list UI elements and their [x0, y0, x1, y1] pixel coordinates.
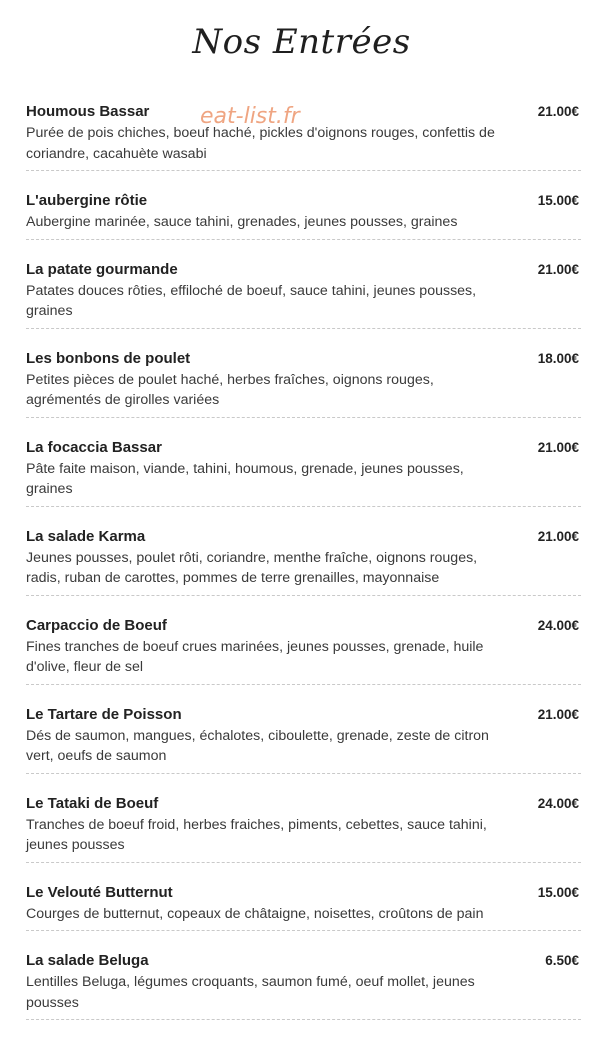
item-description: Purée de pois chiches, boeuf haché, pickles d'oignons rouges, confettis de coriandre, cacahuète wasabi: [26, 125, 495, 162]
item-name: La patate gourmande: [26, 260, 178, 278]
menu-list: [26, 100, 581, 1038]
item-description: Pâte faite maison, viande, tahini, houmous, grenade, jeunes pousses, graines: [26, 460, 464, 497]
item-price: 15.00€: [537, 193, 579, 208]
menu-item: [26, 347, 581, 418]
item-description: Petites pièces de poulet haché, herbes fraîches, oignons rouges, agrémentés de girolles variées: [26, 371, 434, 408]
item-price: 21.00€: [537, 261, 579, 277]
item-description: Aubergine marinée, sauce tahini, grenades, jeunes pousses, graines: [26, 214, 458, 230]
menu-item: [26, 881, 581, 932]
menu-item: [26, 436, 581, 507]
item-description: Lentilles Beluga, légumes croquants, saumon fumé, oeuf mollet, jeunes pousses: [26, 974, 475, 1011]
item-price: 21.00€: [537, 528, 579, 544]
item-name: La salade Karma: [26, 527, 146, 545]
menu-item: [26, 189, 581, 240]
menu-item: [26, 703, 581, 774]
menu-item: [26, 792, 581, 863]
page-title: Nos Entrées: [192, 22, 411, 62]
item-price: 24.00€: [537, 617, 579, 633]
item-name: Le Velouté Butternut: [26, 883, 173, 901]
item-name: L'aubergine rôtie: [26, 192, 148, 209]
item-price: 21.00€: [537, 439, 579, 455]
menu-item: [26, 949, 581, 1020]
item-price: 21.00€: [537, 706, 579, 722]
item-price: 15.00€: [537, 884, 579, 900]
item-name: Carpaccio de Boeuf: [26, 616, 167, 634]
item-name: Houmous Bassar: [26, 103, 150, 120]
menu-item: [26, 614, 581, 685]
item-description: Tranches de boeuf froid, herbes fraiches, piments, cebettes, sauce tahini, jeunes pousses: [26, 816, 487, 853]
item-description: Jeunes pousses, poulet rôti, coriandre, menthe fraîche, oignons rouges, radis, ruban de carottes, pommes de terre grenailles, mayonnaise: [26, 549, 478, 586]
menu-item: [26, 525, 581, 596]
item-name: La focaccia Bassar: [26, 438, 162, 456]
watermark: eat-list.fr: [200, 104, 300, 129]
item-description: Courges de butternut, copeaux de châtaigne, noisettes, croûtons de pain: [26, 905, 484, 922]
item-description: Fines tranches de boeuf crues marinées, jeunes pousses, grenade, huile d'olive, fleur de sel: [26, 638, 484, 675]
item-name: Les bonbons de poulet: [26, 349, 191, 367]
menu-item: [26, 100, 581, 171]
item-price: 6.50€: [545, 953, 579, 968]
item-price: 18.00€: [537, 350, 579, 366]
item-name: Le Tartare de Poisson: [26, 705, 182, 723]
item-price: 21.00€: [537, 104, 579, 119]
menu-item: [26, 258, 581, 329]
item-price: 24.00€: [537, 795, 579, 811]
item-description: Patates douces rôties, effiloché de boeuf, sauce tahini, jeunes pousses, graines: [26, 282, 477, 319]
item-name: La salade Beluga: [26, 952, 149, 969]
item-name: Le Tataki de Boeuf: [26, 794, 159, 812]
item-description: Dés de saumon, mangues, échalotes, ciboulette, grenade, zeste de citron vert, oeufs de saumon: [26, 727, 489, 764]
